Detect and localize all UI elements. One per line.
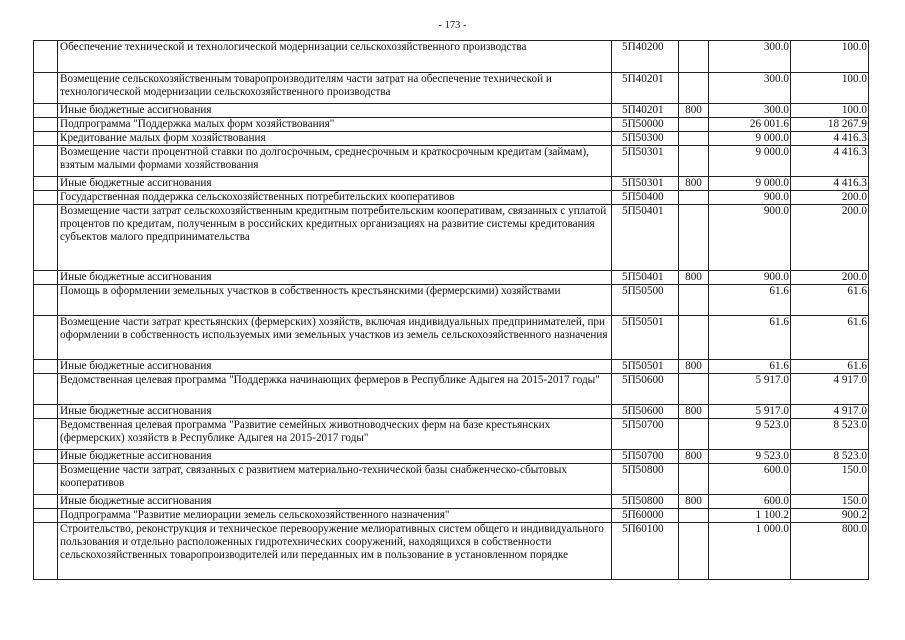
amount-2016-cell: 5 917.0 — [709, 405, 791, 419]
item-name-cell: Кредитование малых форм хозяйствования — [58, 132, 612, 146]
empty-cell — [34, 41, 58, 73]
item-name-cell: Иные бюджетные ассигнования — [58, 495, 612, 509]
target-code-cell: 5П50501 — [612, 316, 679, 360]
amount-2016-cell: 300.0 — [709, 41, 791, 73]
amount-2017-cell: 100.0 — [791, 104, 869, 118]
item-name-cell: Иные бюджетные ассигнования — [58, 104, 612, 118]
table-row — [34, 191, 869, 205]
amount-2016-cell: 9 523.0 — [709, 450, 791, 464]
expense-type-cell: 800 — [679, 495, 709, 509]
expense-type-cell — [679, 464, 709, 495]
amount-2017-cell: 8 523.0 — [791, 450, 869, 464]
empty-cell — [34, 132, 58, 146]
expense-type-cell: 800 — [679, 360, 709, 374]
expense-type-cell — [679, 285, 709, 316]
empty-cell — [34, 205, 58, 271]
amount-2016-cell: 300.0 — [709, 104, 791, 118]
amount-2017-cell: 100.0 — [791, 73, 869, 104]
table-row — [34, 146, 869, 177]
amount-2017-cell: 4 416.3 — [791, 146, 869, 177]
empty-cell — [34, 509, 58, 523]
amount-2016-cell: 600.0 — [709, 495, 791, 509]
empty-cell — [34, 495, 58, 509]
table-row — [34, 360, 869, 374]
amount-2016-cell: 9 000.0 — [709, 146, 791, 177]
amount-2017-cell: 61.6 — [791, 285, 869, 316]
table-row — [34, 73, 869, 104]
target-code-cell: 5П50600 — [612, 405, 679, 419]
item-name-cell: Иные бюджетные ассигнования — [58, 405, 612, 419]
amount-2017-cell: 200.0 — [791, 205, 869, 271]
target-code-cell: 5П50501 — [612, 360, 679, 374]
expense-type-cell — [679, 419, 709, 450]
empty-cell — [34, 523, 58, 580]
table-row — [34, 523, 869, 580]
empty-cell — [34, 73, 58, 104]
amount-2017-cell: 8 523.0 — [791, 419, 869, 450]
amount-2016-cell: 900.0 — [709, 191, 791, 205]
empty-cell — [34, 360, 58, 374]
expense-type-cell: 800 — [679, 271, 709, 285]
target-code-cell: 5П50301 — [612, 177, 679, 191]
empty-cell — [34, 464, 58, 495]
target-code-cell: 5П50301 — [612, 146, 679, 177]
amount-2017-cell: 4 917.0 — [791, 405, 869, 419]
amount-2017-cell: 150.0 — [791, 464, 869, 495]
amount-2016-cell: 600.0 — [709, 464, 791, 495]
target-code-cell: 5П50700 — [612, 419, 679, 450]
table-row — [34, 316, 869, 360]
table-row — [34, 509, 869, 523]
item-name-cell: Возмещение сельскохозяйственным товаропроизводителям части затрат на обеспечение технической и технологической модернизации сельскохозяйственного производства — [58, 73, 612, 104]
amount-2017-cell: 900.2 — [791, 509, 869, 523]
item-name-cell: Подпрограмма "Поддержка малых форм хозяйствования" — [58, 118, 612, 132]
table-row — [34, 205, 869, 271]
target-code-cell: 5П50401 — [612, 271, 679, 285]
item-name-cell: Строительство, реконструкция и техническое перевооружение мелиоративных систем общего и индивидуального пользования и отдельно расположенных гидротехнических сооружений, находящихся в собственности сельскохозяйственных товаропроизводителей или переданных им в пользование в установленном порядке — [58, 523, 612, 580]
expense-type-cell: 800 — [679, 450, 709, 464]
empty-cell — [34, 450, 58, 464]
table-row — [34, 132, 869, 146]
expense-type-cell — [679, 73, 709, 104]
item-name-cell: Государственная поддержка сельскохозяйственных потребительских кооперативов — [58, 191, 612, 205]
amount-2016-cell: 61.6 — [709, 285, 791, 316]
target-code-cell: 5П50500 — [612, 285, 679, 316]
empty-cell — [34, 146, 58, 177]
amount-2016-cell: 9 000.0 — [709, 132, 791, 146]
expense-type-cell — [679, 41, 709, 73]
budget-table — [33, 40, 869, 580]
amount-2016-cell: 61.6 — [709, 316, 791, 360]
table-row — [34, 271, 869, 285]
item-name-cell: Иные бюджетные ассигнования — [58, 177, 612, 191]
target-code-cell: 5П60000 — [612, 509, 679, 523]
expense-type-cell — [679, 118, 709, 132]
table-row — [34, 104, 869, 118]
page-number: - 173 - — [438, 20, 467, 31]
item-name-cell: Иные бюджетные ассигнования — [58, 360, 612, 374]
item-name-cell: Ведомственная целевая программа "Развитие семейных животноводческих ферм на базе крестьянских (фермерских) хозяйств в Республике Адыгея на 2015-2017 годы" — [58, 419, 612, 450]
expense-type-cell — [679, 316, 709, 360]
expense-type-cell: 800 — [679, 177, 709, 191]
empty-cell — [34, 271, 58, 285]
amount-2017-cell: 100.0 — [791, 41, 869, 73]
amount-2017-cell: 200.0 — [791, 191, 869, 205]
expense-type-cell: 800 — [679, 405, 709, 419]
amount-2016-cell: 9 523.0 — [709, 419, 791, 450]
target-code-cell: 5П50600 — [612, 374, 679, 405]
expense-type-cell — [679, 523, 709, 580]
amount-2016-cell: 300.0 — [709, 73, 791, 104]
amount-2016-cell: 61.6 — [709, 360, 791, 374]
amount-2017-cell: 800.0 — [791, 523, 869, 580]
amount-2016-cell: 5 917.0 — [709, 374, 791, 405]
amount-2017-cell: 18 267.9 — [791, 118, 869, 132]
target-code-cell: 5П50300 — [612, 132, 679, 146]
amount-2016-cell: 1 000.0 — [709, 523, 791, 580]
amount-2017-cell: 150.0 — [791, 495, 869, 509]
table-row — [34, 450, 869, 464]
amount-2017-cell: 4 416.3 — [791, 177, 869, 191]
item-name-cell: Обеспечение технической и технологической модернизации сельскохозяйственного производства — [58, 41, 612, 73]
expense-type-cell — [679, 205, 709, 271]
empty-cell — [34, 374, 58, 405]
empty-cell — [34, 177, 58, 191]
amount-2017-cell: 200.0 — [791, 271, 869, 285]
empty-cell — [34, 118, 58, 132]
empty-cell — [34, 316, 58, 360]
amount-2016-cell: 1 100.2 — [709, 509, 791, 523]
target-code-cell: 5П60100 — [612, 523, 679, 580]
amount-2017-cell: 4 416.3 — [791, 132, 869, 146]
expense-type-cell — [679, 374, 709, 405]
item-name-cell: Помощь в оформлении земельных участков в собственность крестьянскими (фермерскими) хозяйствами — [58, 285, 612, 316]
amount-2017-cell: 4 917.0 — [791, 374, 869, 405]
empty-cell — [34, 285, 58, 316]
table-row — [34, 464, 869, 495]
target-code-cell: 5П50800 — [612, 495, 679, 509]
item-name-cell: Возмещение части процентной ставки по долгосрочным, среднесрочным и краткосрочным кредитам (займам), взятым малыми формами хозяйствования — [58, 146, 612, 177]
target-code-cell: 5П50800 — [612, 464, 679, 495]
empty-cell — [34, 419, 58, 450]
item-name-cell: Возмещение части затрат крестьянских (фермерских) хозяйств, включая индивидуальных предпринимателей, при оформлении в собственность используемых ими земельных участков из земель сельскохозяйственного назначения — [58, 316, 612, 360]
target-code-cell: 5П50400 — [612, 191, 679, 205]
item-name-cell: Подпрограмма "Развитие мелиорации земель сельскохозяйственного назначения" — [58, 509, 612, 523]
amount-2016-cell: 26 001.6 — [709, 118, 791, 132]
expense-type-cell — [679, 132, 709, 146]
expense-type-cell — [679, 191, 709, 205]
item-name-cell: Возмещение части затрат, связанных с развитием материально-технической базы снабженческо-сбытовых кооперативов — [58, 464, 612, 495]
amount-2016-cell: 9 000.0 — [709, 177, 791, 191]
target-code-cell: 5П40201 — [612, 104, 679, 118]
amount-2017-cell: 61.6 — [791, 360, 869, 374]
expense-type-cell — [679, 146, 709, 177]
table-row — [34, 374, 869, 405]
empty-cell — [34, 405, 58, 419]
table-row — [34, 118, 869, 132]
item-name-cell: Иные бюджетные ассигнования — [58, 450, 612, 464]
empty-cell — [34, 191, 58, 205]
empty-cell — [34, 104, 58, 118]
amount-2016-cell: 900.0 — [709, 205, 791, 271]
amount-2017-cell: 61.6 — [791, 316, 869, 360]
item-name-cell: Возмещение части затрат сельскохозяйственным кредитным потребительским кооперативам, связанных с уплатой процентов по кредитам, полученным в российских кредитных организациях на развитие системы кредитования субъектов малого предпринимательства — [58, 205, 612, 271]
target-code-cell: 5П50401 — [612, 205, 679, 271]
target-code-cell: 5П40201 — [612, 73, 679, 104]
expense-type-cell: 800 — [679, 104, 709, 118]
table-row — [34, 495, 869, 509]
table-row — [34, 177, 869, 191]
item-name-cell: Ведомственная целевая программа "Поддержка начинающих фермеров в Республике Адыгея на 2015-2017 годы" — [58, 374, 612, 405]
expense-type-cell — [679, 509, 709, 523]
target-code-cell: 5П50700 — [612, 450, 679, 464]
target-code-cell: 5П50000 — [612, 118, 679, 132]
table-row — [34, 405, 869, 419]
target-code-cell: 5П40200 — [612, 41, 679, 73]
item-name-cell: Иные бюджетные ассигнования — [58, 271, 612, 285]
amount-2016-cell: 900.0 — [709, 271, 791, 285]
table-row — [34, 41, 869, 73]
table-row — [34, 285, 869, 316]
table-row — [34, 419, 869, 450]
